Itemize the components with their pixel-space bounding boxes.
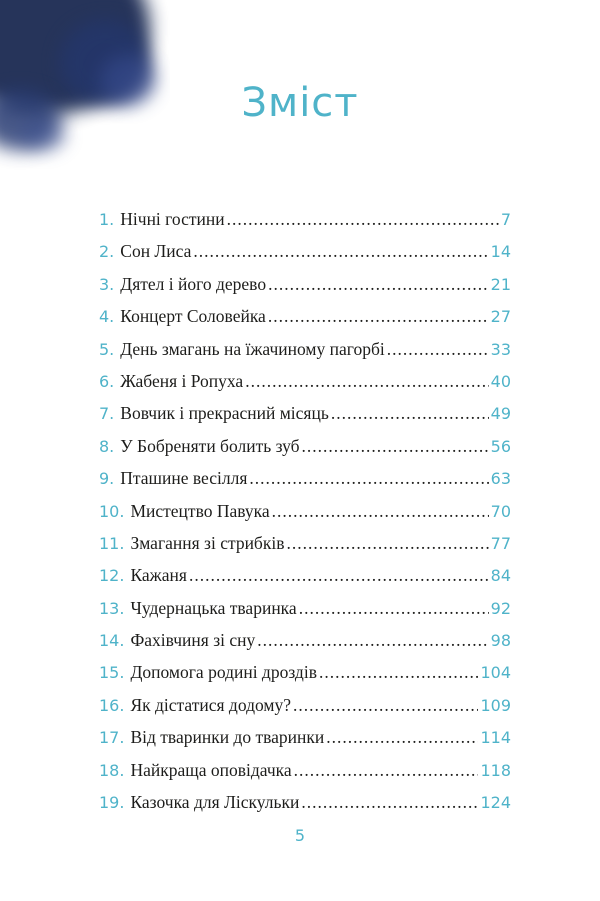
toc-entry-page: 124 [480, 793, 511, 813]
toc-entry[interactable] [99, 662, 511, 694]
toc-dot-leader [268, 306, 489, 327]
toc-entry-page: 40 [490, 371, 511, 391]
toc-entry[interactable] [99, 792, 511, 824]
toc-entry-page: 49 [490, 404, 511, 424]
toc-dot-leader [268, 274, 489, 295]
toc-entry-number: 14. [99, 631, 125, 651]
toc-entry-number: 11. [99, 533, 125, 553]
toc-entry-title: Вовчик і прекрасний місяць [120, 403, 329, 424]
toc-entry-title: Допомога родині дроздів [130, 662, 317, 683]
toc-entry[interactable] [99, 565, 511, 597]
toc-entry[interactable] [99, 371, 511, 403]
toc-dot-leader [294, 760, 479, 781]
toc-entry-title: Чудернацька тваринка [130, 597, 297, 618]
toc-dot-leader [299, 598, 489, 619]
toc-dot-leader [227, 209, 499, 230]
toc-dot-leader [272, 501, 489, 522]
toc-entry-title: Дятел і його дерево [120, 273, 267, 294]
toc-entry-number: 19. [99, 793, 125, 813]
toc-dot-leader [245, 371, 488, 392]
toc-entry-page: 21 [490, 274, 511, 294]
page-number: 5 [294, 826, 306, 845]
toc-entry-title: Мистецтво Павука [130, 500, 270, 521]
toc-entry[interactable] [99, 598, 511, 630]
toc-entry[interactable] [99, 533, 511, 565]
toc-entry-title: Від тваринки до тваринки [130, 727, 325, 748]
toc-dot-leader [301, 792, 478, 813]
toc-entry[interactable] [99, 727, 511, 759]
toc-entry[interactable] [99, 695, 511, 727]
toc-entry-title: Сон Лиса [120, 241, 192, 262]
toc-entry-page: 27 [490, 307, 511, 327]
toc-entry[interactable] [99, 241, 511, 273]
toc-entry-number: 6. [99, 371, 115, 391]
toc-dot-leader [331, 403, 489, 424]
toc-entry-page: 92 [490, 598, 511, 618]
toc-entry-title: У Бобреняти болить зуб [120, 435, 300, 456]
toc-entry-title: Казочка для Ліскульки [130, 792, 300, 813]
toc-entry-page: 109 [480, 695, 511, 715]
toc-entry-number: 7. [99, 404, 115, 424]
toc-entry[interactable] [99, 339, 511, 371]
toc-dot-leader [319, 662, 478, 683]
toc-entry-title: Як дістатися додому? [130, 694, 291, 715]
toc-entry[interactable] [99, 306, 511, 338]
toc-entry-title: Найкраща оповідачка [130, 759, 292, 780]
toc-entry[interactable] [99, 436, 511, 468]
toc-entry[interactable] [99, 209, 511, 241]
toc-entry-number: 2. [99, 242, 115, 262]
toc-entry-number: 1. [99, 210, 115, 229]
toc-dot-leader [257, 630, 488, 651]
table-of-contents [99, 209, 511, 824]
toc-entry-title: День змагань на їжачиному пагорбі [120, 338, 385, 359]
toc-entry-page: 70 [490, 501, 511, 521]
toc-entry-page: 104 [480, 663, 511, 683]
toc-entry-title: Пташине весілля [120, 468, 248, 489]
toc-dot-leader [189, 565, 489, 586]
toc-entry-number: 9. [99, 469, 115, 489]
toc-entry-page: 63 [490, 469, 511, 489]
toc-entry-page: 33 [490, 339, 511, 359]
toc-dot-leader [193, 241, 488, 262]
toc-entry-number: 5. [99, 339, 115, 359]
toc-entry-number: 15. [99, 663, 125, 683]
toc-entry-number: 8. [99, 436, 115, 456]
toc-entry-title: Змагання зі стрибків [130, 532, 285, 553]
toc-entry-page: 7 [500, 210, 511, 229]
toc-entry-page: 118 [480, 760, 511, 780]
toc-dot-leader [286, 533, 488, 554]
toc-entry-number: 13. [99, 598, 125, 618]
toc-entry-number: 12. [99, 566, 125, 586]
toc-dot-leader [293, 695, 478, 716]
toc-entry[interactable] [99, 274, 511, 306]
toc-entry-number: 16. [99, 695, 125, 715]
toc-entry-page: 84 [490, 566, 511, 586]
toc-entry-page: 14 [490, 242, 511, 262]
toc-entry-page: 114 [480, 728, 511, 748]
toc-entry-number: 18. [99, 760, 125, 780]
toc-entry-page: 77 [490, 533, 511, 553]
toc-dot-leader [387, 339, 489, 360]
toc-entry-title: Фахівчиня зі сну [130, 630, 256, 651]
toc-entry-number: 4. [99, 307, 115, 327]
toc-entry[interactable] [99, 468, 511, 500]
toc-entry[interactable] [99, 630, 511, 662]
toc-entry-number: 10. [99, 501, 125, 521]
toc-entry-number: 17. [99, 728, 125, 748]
toc-dot-leader [326, 727, 478, 748]
toc-dot-leader [302, 436, 489, 457]
page-title: Зміст [241, 80, 359, 126]
toc-entry-page: 98 [490, 631, 511, 651]
toc-entry-number: 3. [99, 274, 115, 294]
toc-entry[interactable] [99, 403, 511, 435]
toc-entry-title: Нічні гостини [120, 209, 225, 229]
toc-entry-title: Концерт Соловейка [120, 306, 266, 327]
toc-entry-title: Жабеня і Ропуха [120, 370, 244, 391]
toc-entry-title: Кажаня [130, 565, 187, 586]
toc-entry[interactable] [99, 760, 511, 792]
toc-entry[interactable] [99, 501, 511, 533]
toc-entry-page: 56 [490, 436, 511, 456]
toc-dot-leader [249, 468, 488, 489]
